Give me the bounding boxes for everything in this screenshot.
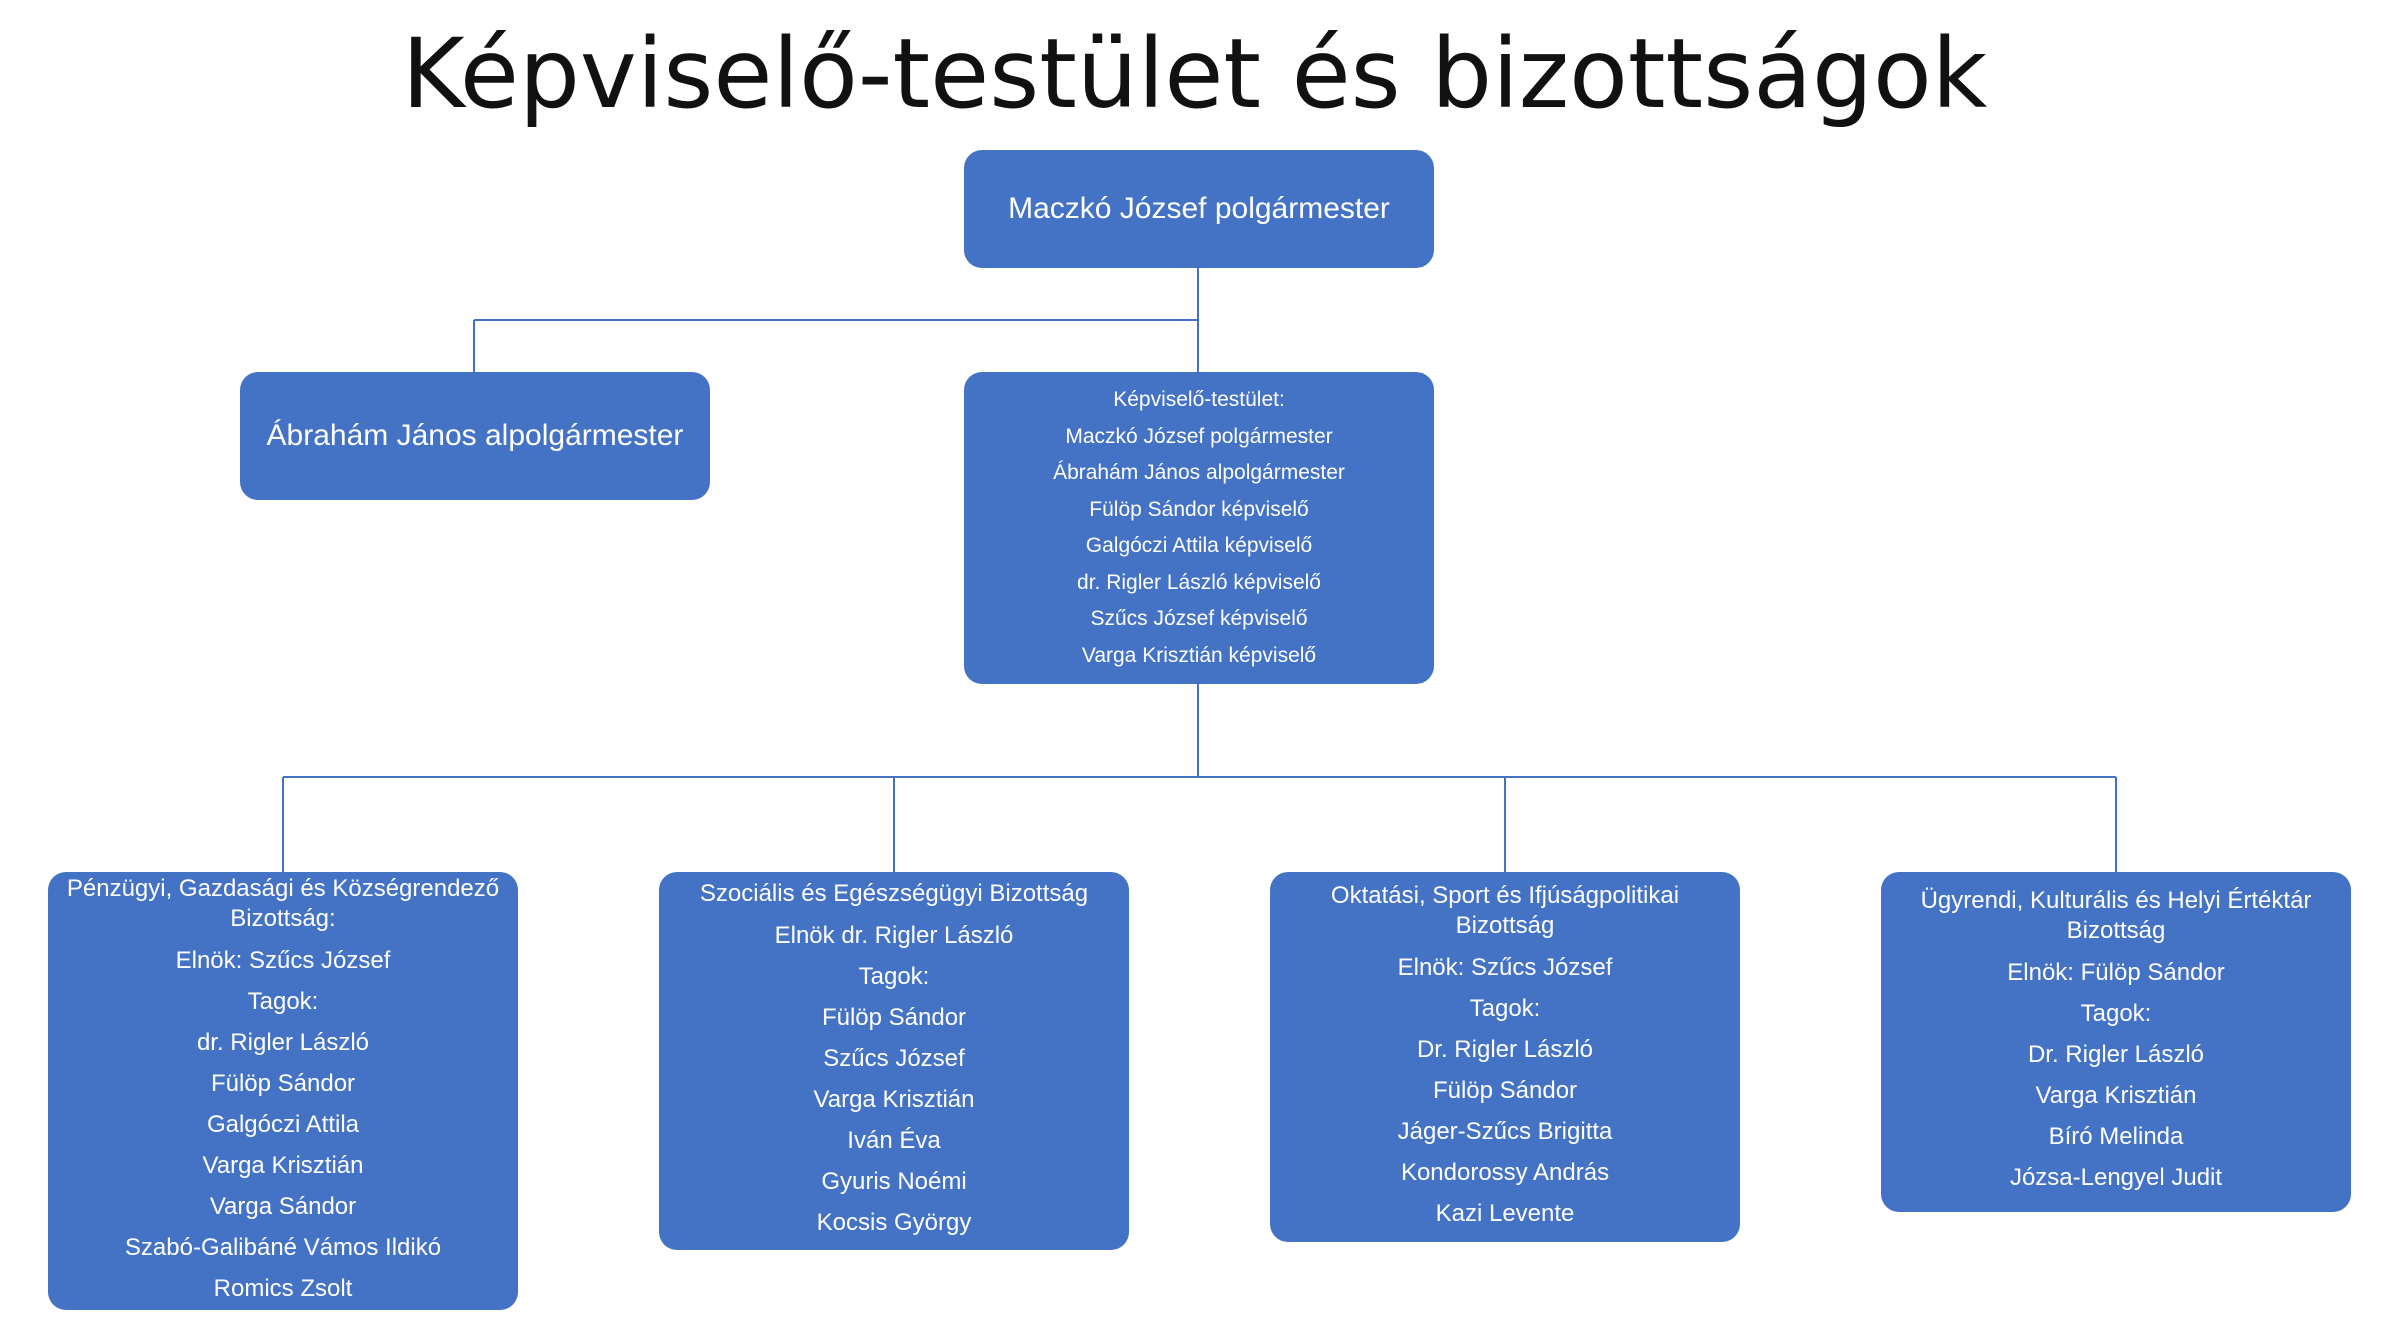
council-member: Szűcs József képviselő [1090,607,1308,630]
council-member: Fülöp Sándor képviselő [1089,497,1309,521]
committee-members-label: Tagok: [247,987,319,1015]
committee-name: Ügyrendi, Kulturális és Helyi Értéktár Bizottság [1920,887,2312,944]
committee-box-social [659,872,1129,1250]
committee-member: Dr. Rigler László [2027,1041,2205,1068]
committee-name: Oktatási, Sport és Ifjúságpolitikai Bizottság [1330,881,1680,939]
committee-member: Varga Krisztián [813,1086,975,1113]
committee-member: Romics Zsolt [213,1274,353,1302]
committee-member: Dr. Rigler László [1416,1035,1594,1063]
committee-member: Fülöp Sándor [821,1004,967,1031]
committee-box-procedural [1881,872,2351,1212]
council-heading: Képviselő-testület: [1113,388,1285,411]
committee-member: Galgóczi Attila [206,1110,360,1138]
committee-box-education [1270,872,1740,1242]
council-member: Galgóczi Attila képviselő [1085,534,1313,557]
committee-members-label: Tagok: [2080,1000,2152,1027]
committee-chair: Elnök: Szűcs József [1397,953,1613,981]
committee-member: Bíró Melinda [2048,1123,2184,1150]
committee-member: Varga Krisztián [2035,1082,2197,1109]
committee-member: Varga Krisztián [202,1151,364,1179]
committee-member: Varga Sándor [209,1192,357,1220]
mayor-label: Maczkó József polgármester [1008,192,1390,225]
council-member: Maczkó József polgármester [1065,424,1333,448]
vice-mayor-box [240,372,710,500]
council-box [964,372,1434,684]
vice-mayor-label: Ábrahám János alpolgármester [266,419,684,452]
committee-member: dr. Rigler László [196,1028,370,1056]
committee-chair: Elnök: Szűcs József [175,946,391,974]
committee-members-label: Tagok: [1469,994,1541,1022]
committee-chair: Elnök dr. Rigler László [774,922,1014,949]
committee-members-label: Tagok: [858,963,930,990]
committee-member: Iván Éva [847,1127,941,1154]
committee-member: Fülöp Sándor [1432,1076,1578,1104]
committee-name: Szociális és Egészségügyi Bizottság [699,880,1089,907]
committee-box-finance [48,872,518,1310]
mayor-box [964,150,1434,268]
committee-member: Gyuris Noémi [821,1168,967,1195]
committee-member: Fülöp Sándor [210,1069,356,1097]
council-member: dr. Rigler László képviselő [1077,570,1321,594]
page-title: Képviselő-testület és bizottságok [401,18,1988,130]
committee-member: Szabó-Galibáné Vámos Ildikó [124,1233,442,1261]
committee-member: Kazi Levente [1435,1199,1575,1227]
committee-member: Szűcs József [823,1045,965,1072]
committee-member: Józsa-Lengyel Judit [2009,1164,2223,1191]
council-member: Varga Krisztián képviselő [1081,643,1317,667]
committee-member: Kocsis György [816,1209,972,1236]
committee-name: Pénzügyi, Gazdasági és Községrendező Bizottság: [66,874,500,932]
committee-member: Jáger-Szűcs Brigitta [1397,1117,1613,1145]
committee-chair: Elnök: Fülöp Sándor [2007,959,2225,986]
council-member: Ábrahám János alpolgármester [1053,461,1345,484]
committee-member: Kondorossy András [1400,1158,1610,1186]
